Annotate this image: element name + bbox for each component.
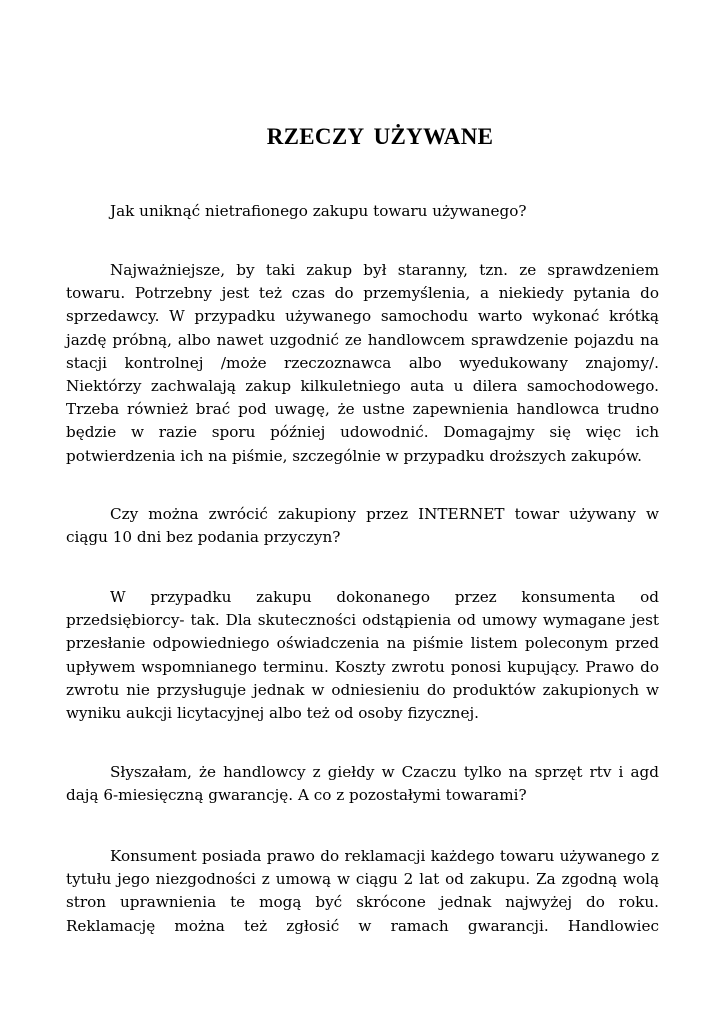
question-3: Słyszałam, że handlowcy z giełdy w Czaczu tylko na sprzęt rtv i agd dają 6-miesięczną gwarancję. A co z pozostałymi towarami? bbox=[66, 763, 659, 805]
answer-3: Konsument posiada prawo do reklamacji każdego towaru używanego z tytułu jego niezgodności z umową w ciągu 2 lat od zakupu. Za zgodną wolą stron uprawnienia te mogą być skrócone jednak najwyżej do roku. Reklamację można też zgłosić w ramach gwarancji. Handlowiec bbox=[66, 847, 659, 935]
question-2: Czy można zwrócić zakupiony przez INTERNET towar używany w ciągu 10 dni bez podania przyczyn? bbox=[66, 505, 659, 547]
document-title: RZECZY UŻYWANE bbox=[266, 124, 494, 149]
question-1: Jak uniknąć nietrafionego zakupu towaru używanego? bbox=[110, 202, 527, 220]
answer-2: W przypadku zakupu dokonanego przez konsumenta od przedsiębiorcy- tak. Dla skuteczności odstąpienia od umowy wymagane jest przesłanie odpowiedniego oświadczenia na piśmie listem poleconym przed upływem wspomnianego terminu. Koszty zwrotu ponosi kupujący. Prawo do zwrotu nie przysługuje jednak w odniesieniu do produktów zakupionych w wyniku aukcji licytacyjnej albo też od osoby fizycznej. bbox=[66, 588, 659, 723]
answer-1: Najważniejsze, by taki zakup był staranny, tzn. ze sprawdzeniem towaru. Potrzebny jest też czas do przemyślenia, a niekiedy pytania do sprzedawcy. W przypadku używanego samochodu warto wykonać krótką jazdę próbną, albo nawet uzgodnić ze handlowcem sprawdzenie pojazdu na stacji kontrolnej /może rzeczoznawca albo wyedukowany znajomy/. Niektórzy zachwalają zakup kilkuletniego auta u dilera samochodowego. Trzeba również brać pod uwagę, że ustne zapewnienia handlowca trudno będzie w razie sporu później udowodnić. Domagajmy się więc ich potwierdzenia ich na piśmie, szczególnie w przypadku droższych zakupów. bbox=[66, 261, 659, 465]
